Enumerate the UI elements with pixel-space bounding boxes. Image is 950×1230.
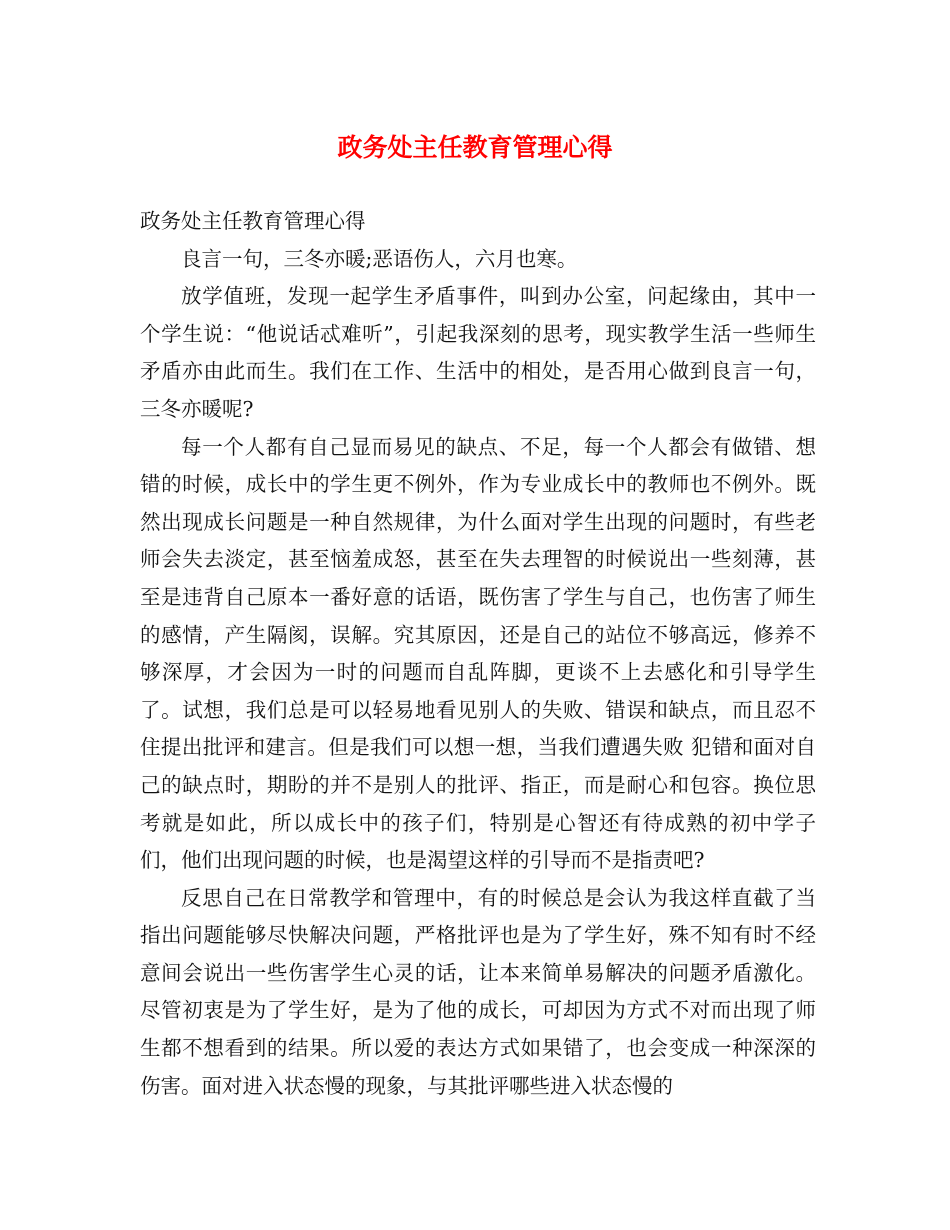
- document-body: [140, 203, 816, 1105]
- document-title: 政务处主任教育管理心得: [337, 133, 613, 162]
- paragraph-4: 反思自己在日常教学和管理中，有的时候总是会认为我这样直截了当指出问题能够尽快解决问题，严格批评也是为了学生好，殊不知有时不经意间会说出一些伤害学生心灵的话，让本来简单易解决的问题矛盾激化。尽管初衷是为了学生好，是为了他的成长，可却因为方式不对而出现了师生都不想看到的结果。所以爱的表达方式如果错了，也会变成一种深深的伤害。面对进入状态慢的现象，与其批评哪些进入状态慢的: [140, 885, 816, 1098]
- paragraph-2: 放学值班，发现一起学生矛盾事件，叫到办公室，问起缘由，其中一个学生说：“他说话忒难听”，引起我深刻的思考，现实教学生活一些师生矛盾亦由此而生。我们在工作、生活中的相处，是否用心做到良言一句，三冬亦暖呢?: [140, 284, 816, 421]
- document-subtitle: 政务处主任教育管理心得: [140, 209, 366, 233]
- paragraph-1: 良言一句，三冬亦暖;恶语伤人，六月也寒。: [181, 246, 578, 271]
- paragraph-3: 每一个人都有自己显而易见的缺点、不足，每一个人都会有做错、想错的时候，成长中的学生更不例外，作为专业成长中的教师也不例外。既然出现成长问题是一种自然规律，为什么面对学生出现的问题时，有些老师会失去淡定，甚至恼羞成怒，甚至在失去理智的时候说出一些刻薄，甚至是违背自己原本一番好意的话语，既伤害了学生与自己，也伤害了师生的感情，产生隔阂，误解。究其原因，还是自己的站位不够高远，修养不够深厚，才会因为一时的问题而自乱阵脚，更谈不上去感化和引导学生了。试想，我们总是可以轻易地看见别人的失败、错误和缺点，而且忍不住提出批评和建言。但是我们可以想一想，当我们遭遇失败 犯错和面对自己的缺点时，期盼的并不是别人的批评、指正，而是耐心和包容。换位思考就是如此，所以成长中的孩子们，特别是心智还有待成熟的初中学子们，他们出现问题的时候，也是渴望这样的引导而不是指责吧?: [140, 434, 816, 873]
